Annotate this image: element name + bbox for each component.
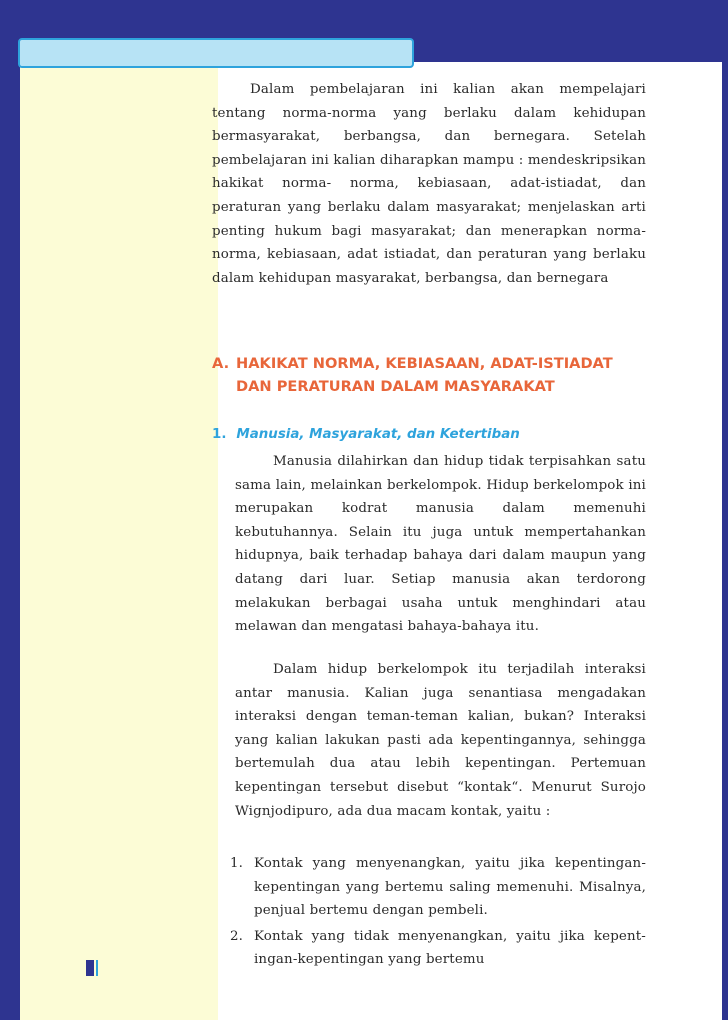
list-item-text: Kontak yang menyenangkan, yaitu jika kepentingan- kepentingan yang bertemu saling memenuhi. Misalnya, penjual bertemu dengan pembeli. — [254, 856, 646, 919]
subsection-heading — [212, 424, 646, 446]
intro-paragraph: Dalam pembelajaran ini kalian akan mempelajari tentang norma-norma yang berlaku dalam kehidupan bermasyarakat, berbangsa, dan bernegara. Setelah pembelajaran ini kalian diharapkan mampu : mendeskripsikan hakikat norma- norma, kebiasaan, adat-istiadat, dan peraturan yang berlaku dalam masyarakat; menjelaskan arti penting hukum bagi masyarakat; dan menerapkan norma-norma, kebiasaan, adat istiadat, dan peraturan yang berlaku dalam kehidupan masyarakat, berbangsa, dan bernegara — [212, 82, 646, 286]
bookmark-icon — [86, 960, 98, 976]
section-title: HAKIKAT NORMA, KEBIASAAN, ADAT-ISTIADAT DAN PERATURAN DALAM MASYARAKAT — [236, 355, 613, 395]
list-item-text: Kontak yang tidak menyenangkan, yaitu jika kepent- ingan-kepentingan yang bertemu — [254, 928, 646, 968]
sidebar-panel — [20, 62, 218, 1020]
list-item — [230, 925, 646, 972]
chapter-tab — [18, 38, 414, 68]
body-paragraph-1: Manusia dilahirkan dan hidup tidak terpisahkan satu sama lain, melainkan berkelompok. Hidup berkelompok ini merupakan kodrat manusia dalam memenuhi kebutuhannya. Selain itu juga untuk mempertahankan hidupnya, baik terhadap bahaya dari dalam maupun yang datang dari luar. Setiap manusia akan terdorong melakukan berbagai usaha untuk menghindari atau melawan dan mengatasi bahaya-bahaya itu. — [235, 454, 646, 635]
body-paragraph-2: Dalam hidup berkelompok itu terjadilah interaksi antar manusia. Kalian juga senantiasa mengadakan interaksi dengan teman-teman kalian, bukan? Interaksi yang kalian lakukan pasti ada kepentingannya, sehingga bertemulah dua atau lebih kepentingan. Pertemuan kepentingan tersebut disebut “kontak“. Menurut Surojo Wignjodipuro, ada dua macam kontak, yaitu : — [235, 662, 646, 819]
subsection-number: 1. — [212, 427, 227, 442]
section-number: A. — [212, 355, 230, 372]
left-frame-strip — [0, 0, 20, 1020]
list-item-number: 2. — [230, 928, 244, 944]
subsection-title: Manusia, Masyarakat, dan Ketertiban — [236, 427, 520, 442]
right-frame-strip — [722, 0, 728, 1020]
contact-list — [230, 852, 646, 972]
section-heading — [212, 352, 646, 398]
list-item — [230, 852, 646, 923]
list-item-number: 1. — [230, 856, 244, 871]
